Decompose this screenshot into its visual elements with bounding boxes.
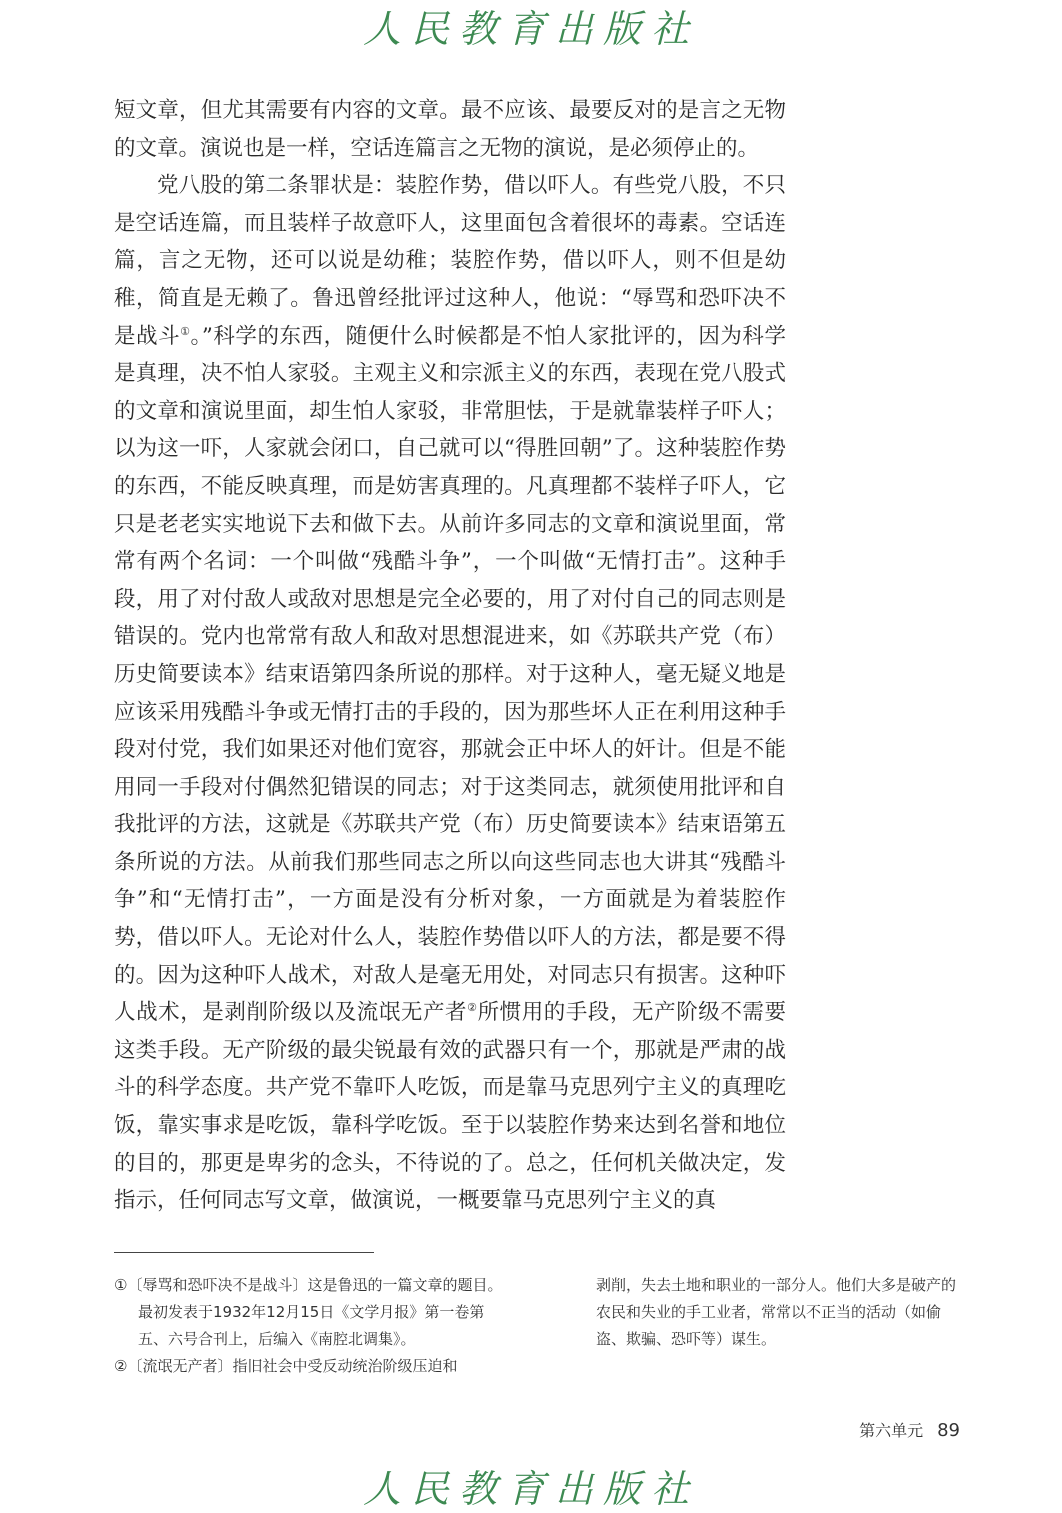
paragraph-segment: 。”科学的东西，随便什么时候都是不怕人家批评的，因为科学是真理，决不怕人家驳。主观主义和宗派主义的东西，表现在党八股式的文章和演说里面，却生怕人家驳，非常胆怯，于是就靠装样子吓人；以为这一吓，人家就会闭口，自己就可以“得胜回朝”了。这种装腔作势的东西，不能反映真理，而是妨害真理的。凡真理都不装样子吓人，它只是老老实实地说下去和做下去。从前许多同志的文章和演说里面，常常有两个名词：一个叫做“残酷斗争”，一个叫做“无情打击”。这种手段，用了对付敌人或敌对思想是完全必要的，用了对付自己的同志则是错误的。党内也常常有敌人和敌对思想混进来，如《苏联共产党（布）历史简要读本》结束语第四条所说的那样。对于这种人，毫无疑义地是应该采用残酷斗争或无情打击的手段的，因为那些坏人正在利用这种手段对付党，我们如果还对他们宽容，那就会正中坏人的奸计。但是不能用同一手段对付偶然犯错误的同志；对于这类同志，就须使用批评和自我批评的方法，这就是《苏联共产党（布）历史简要读本》结束语第五条所说的方法。从前我们那些同志之所以向这些同志也大讲其“残酷斗争”和“无情打击”，一方面是没有分析对象，一方面就是为着装腔作势，借以吓人。无论对什么人，装腔作势借以吓人的方法，都是要不得的。因为这种吓人战术，对敌人是毫无用处，对同志只有损害。这种吓人战术，是剥削阶级以及流氓无产者 xyxy=(114,323,786,1026)
footnote-2: ②〔流氓无产者〕指旧社会中受反动统治阶级压迫和 xyxy=(114,1357,458,1375)
footnote-divider xyxy=(114,1252,374,1253)
paragraph: 短文章，但尤其需要有内容的文章。最不应该、最要反对的是言之无物的文章。演说也是一样，空话连篇言之无物的演说，是必须停止的。 xyxy=(114,98,786,161)
publisher-logo-bottom: 人民教育出版社 xyxy=(362,1467,699,1511)
footnote-ref-1: ① xyxy=(180,324,191,338)
footnote-2-continued: 剥削，失去土地和职业的一部分人。他们大多是破产的农民和失业的手工业者，常常以不正当的活动（如偷盗、欺骗、恐吓等）谋生。 xyxy=(596,1276,957,1348)
publisher-logo-top: 人民教育出版社 xyxy=(362,7,699,51)
page-footer xyxy=(859,1418,960,1441)
footnotes-left-column xyxy=(114,1272,514,1380)
page-number: 89 xyxy=(937,1420,960,1441)
paragraph-segment: 党八股的第二条罪状是：装腔作势，借以吓人。有些党八股，不只是空话连篇，而且装样子故意吓人，这里面包含着很坏的毒素。空话连篇，言之无物，还可以说是幼稚；装腔作势，借以吓人，则不但是幼稚，简直是无赖了。鲁迅曾经批评过这种人，他说：“辱骂和恐吓决不是战斗 xyxy=(114,173,786,349)
unit-label: 第六单元 xyxy=(859,1421,924,1440)
footnote-ref-2: ② xyxy=(467,1001,478,1015)
footnote-1: ①〔辱骂和恐吓决不是战斗〕这是鲁迅的一篇文章的题目。最初发表于1932年12月15日《文学月报》第一卷第五、六号合刊上，后编入《南腔北调集》。 xyxy=(114,1276,503,1348)
body-text xyxy=(114,92,786,1220)
paragraph xyxy=(114,167,786,1220)
paragraph-segment: 所惯用的手段，无产阶级不需要这类手段。无产阶级的最尖锐最有效的武器只有一个，那就是严肃的战斗的科学态度。共产党不靠吓人吃饭，而是靠马克思列宁主义的真理吃饭，靠实事求是吃饭，靠科学吃饭。至于以装腔作势来达到名誉和地位的目的，那更是卑劣的念头，不待说的了。总之，任何机关做决定，发指示，任何同志写文章，做演说，一概要靠马克思列宁主义的真 xyxy=(114,1000,786,1214)
footnotes-right-column xyxy=(596,1272,966,1353)
